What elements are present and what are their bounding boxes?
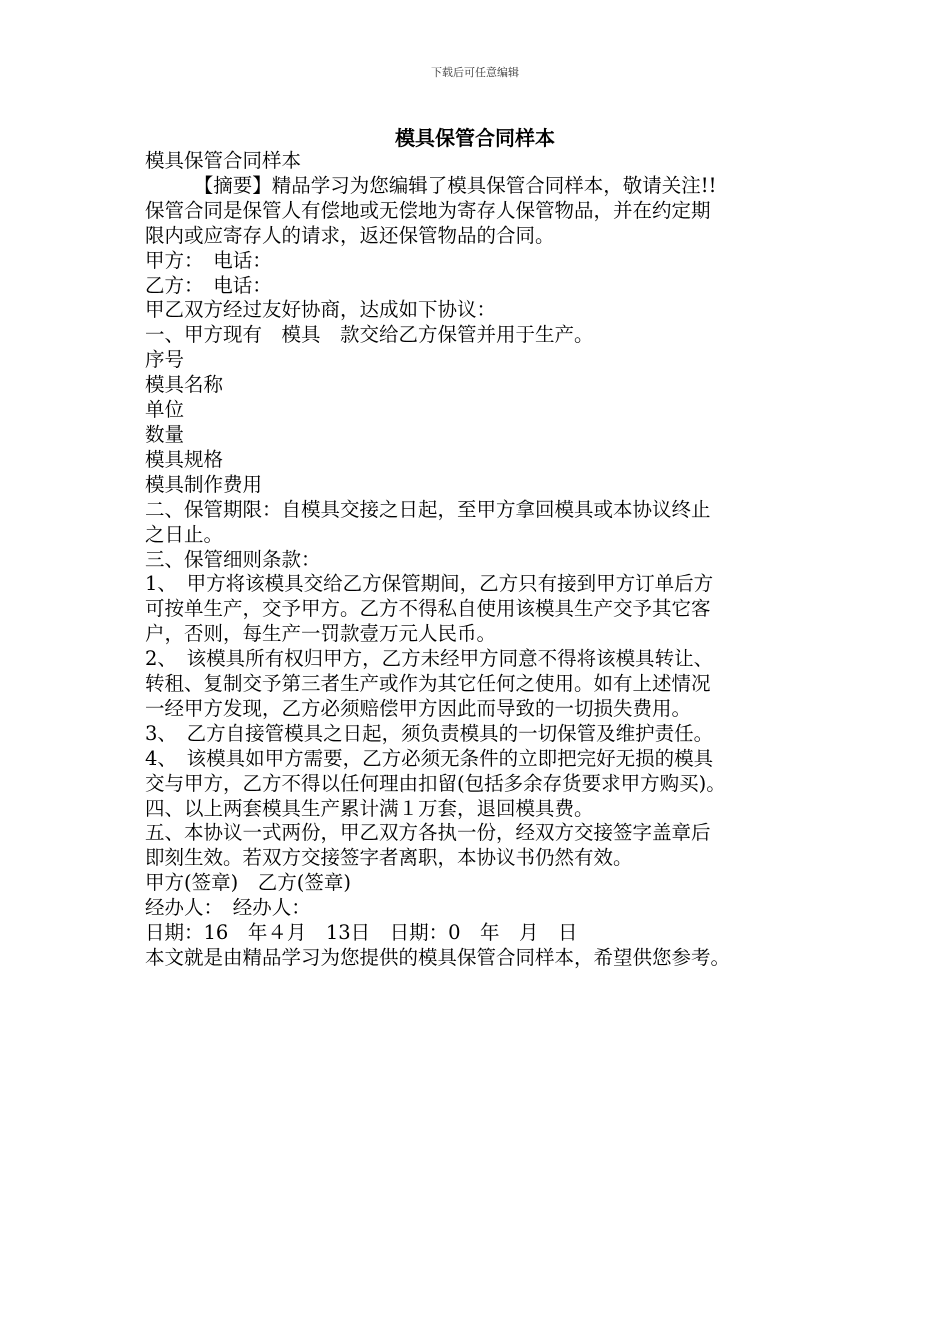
body-line: 即刻生效。若双方交接签字者离职，本协议书仍然有效。 — [145, 846, 633, 870]
header-note: 下载后可任意编辑 — [431, 66, 519, 79]
body-line: 数量 — [145, 422, 185, 446]
body-line: 交与甲方，乙方不得以任何理由扣留(包括多余存货要求甲方购买)。 — [145, 771, 726, 795]
body-line: 模具名称 — [145, 373, 224, 397]
body-line: 甲方(签章) 乙方(签章) — [145, 871, 351, 895]
body-line: 五、本协议一式两份，甲乙双方各执一份，经双方交接签字盖章后 — [145, 821, 711, 845]
body-line: 之日止。 — [145, 522, 224, 546]
body-line: 日期：16 年４月 13日 日期：0 年 月 日 — [145, 921, 578, 945]
body-line: 限内或应寄存人的请求，返还保管物品的合同。 — [145, 223, 555, 247]
body-line: 2、 该模具所有权归甲方，乙方未经甲方同意不得将该模具转让、 — [145, 647, 714, 671]
body-line: 模具保管合同样本 — [145, 149, 302, 172]
body-line: 转租、复制交予第三者生产或作为其它任何之使用。如有上述情况 — [145, 672, 711, 696]
body-line: 本文就是由精品学习为您提供的模具保管合同样本，希望供您参考。 — [145, 946, 731, 969]
body-line: 单位 — [145, 398, 185, 422]
body-line: 4、 该模具如甲方需要，乙方必须无条件的立即把完好无损的模具 — [145, 746, 714, 770]
body-line: 三、保管细则条款： — [145, 547, 321, 571]
body-line: 一、甲方现有 模具 款交给乙方保管并用于生产。 — [145, 323, 594, 347]
document-title: 模具保管合同样本 — [395, 126, 555, 150]
body-line: 序号 — [145, 348, 185, 372]
body-line: 模具规格 — [145, 447, 224, 471]
body-line: 户，否则，每生产一罚款壹万元人民币。 — [145, 622, 497, 646]
body-line: 四、以上两套模具生产累计满１万套，退回模具费。 — [145, 796, 594, 820]
body-line: 甲方： 电话： — [145, 248, 272, 272]
body-line: 一经甲方发现，乙方必须赔偿甲方因此而导致的一切损失费用。 — [145, 696, 692, 720]
body-line: 3、 乙方自接管模具之日起，须负责模具的一切保管及维护责任。 — [145, 721, 714, 745]
body-line: 甲乙双方经过友好协商，达成如下协议： — [145, 298, 497, 322]
document-body — [145, 149, 820, 971]
body-line: 【摘要】精品学习为您编辑了模具保管合同样本，敬请关注!! — [145, 173, 717, 197]
body-line: 经办人： 经办人： — [145, 896, 311, 920]
body-line: 模具制作费用 — [145, 472, 263, 496]
body-line: 乙方： 电话： — [145, 273, 272, 297]
body-line: 二、保管期限：自模具交接之日起，至甲方拿回模具或本协议终止 — [145, 497, 711, 521]
body-line: 可按单生产，交予甲方。乙方不得私自使用该模具生产交予其它客 — [145, 597, 711, 621]
body-line: 1、 甲方将该模具交给乙方保管期间，乙方只有接到甲方订单后方 — [145, 572, 714, 596]
body-line: 保管合同是保管人有偿地或无偿地为寄存人保管物品，并在约定期 — [145, 198, 711, 222]
